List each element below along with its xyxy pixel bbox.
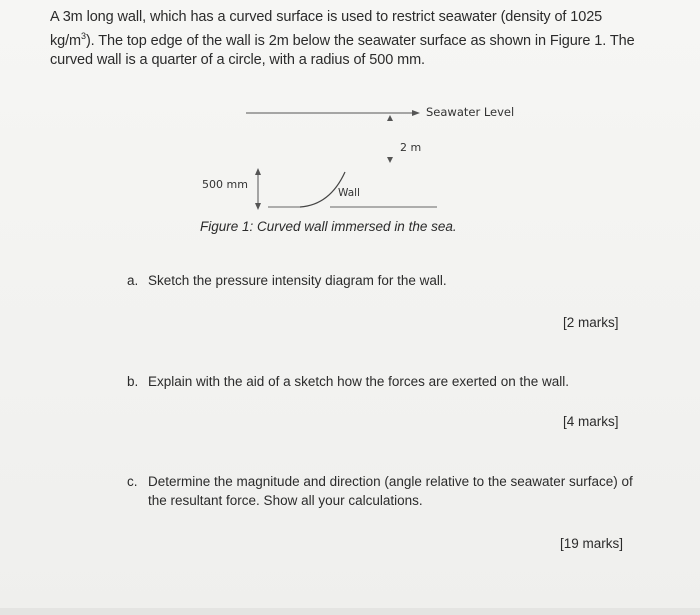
- question-a-marks: [2 marks]: [563, 315, 619, 330]
- question-text: Explain with the aid of a sketch how the forces are exerted on the wall.: [148, 374, 569, 389]
- radius-label: 500 mm: [202, 178, 248, 191]
- question-c: [127, 472, 642, 510]
- radius-arrow-top: [255, 168, 261, 175]
- wall-label: Wall: [338, 187, 360, 199]
- question-letter: c.: [127, 474, 138, 489]
- question-text: Determine the magnitude and direction (angle relative to the seawater surface) of the resultant force. Show all your calculations.: [148, 474, 633, 508]
- problem-text-part2: ). The top edge of the wall is 2m below the seawater surface as shown in Figure 1. The curved wall is a quarter of a circle, with a radius of 500 mm.: [50, 32, 635, 68]
- radius-arrow-bottom: [255, 203, 261, 210]
- figure-caption: Figure 1: Curved wall immersed in the sea.: [200, 219, 457, 234]
- depth-label: 2 m: [400, 141, 422, 154]
- density-unit-superscript: 3: [81, 31, 86, 41]
- page-bottom-edge: [0, 608, 700, 615]
- question-b: [127, 372, 642, 391]
- question-b-marks: [4 marks]: [563, 414, 619, 429]
- depth-arrow-bottom: [387, 157, 393, 163]
- question-letter: a.: [127, 273, 139, 288]
- seawater-level-arrow: [412, 110, 420, 116]
- question-a: [127, 271, 642, 290]
- question-c-marks: [19 marks]: [560, 536, 624, 551]
- seawater-level-label: Seawater Level: [426, 105, 515, 119]
- question-letter: b.: [127, 374, 139, 389]
- problem-text-part1: A 3m long wall, which has a curved surface is used to restrict seawater (density of 1025 kg/m: [50, 9, 603, 49]
- question-text: Sketch the pressure intensity diagram for the wall.: [148, 273, 447, 288]
- depth-arrow-top: [387, 115, 393, 121]
